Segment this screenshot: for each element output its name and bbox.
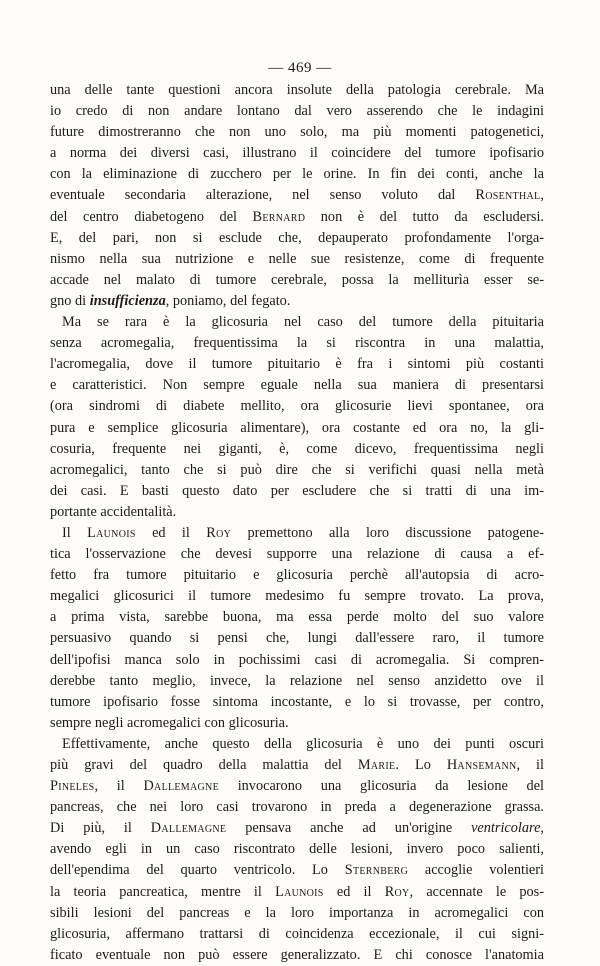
text-run: Effettivamente, anche questo della glicosuria è uno dei punti oscuri [62,735,544,752]
text-run: eventuale secondaria alterazione, nel senso voluto dal [50,187,476,204]
text-run: a norma dei diversi casi, illustrano il coincidere del tumore ipofisario [50,145,544,162]
text-line [50,460,544,481]
text-run: invocarono una glicosuria da lesione del [218,778,544,795]
text-run: , accennate le pos- [409,883,544,900]
author-name: Sternberg [344,862,409,879]
text-line [50,586,544,607]
text-run: future dimostreranno che non uno solo, ma più momenti patogenetici, [50,124,544,141]
text-run: pura e semplice glicosuria alimentare), ora costante ed ora no, la gli- [50,419,544,436]
text-line [50,354,544,375]
text-run: derebbe tanto meglio, invece, la relazione nel senso anzidetto ove il [50,672,544,689]
author-name: Pineles [50,778,95,795]
text-run: gno di [50,292,90,309]
text-run: glicosuria, affermano trattarsi di coincidenza eccezionale, il cui signi- [50,925,544,942]
author-name: Rosenthal [475,187,541,204]
text-line [50,333,544,354]
text-run: Di più, il [50,820,151,837]
text-line [50,565,544,586]
text-run: , il [516,757,544,773]
text-run: una delle tante questioni ancora insolute della patologia cerebrale. Ma [50,82,544,98]
text-line [50,143,544,164]
text-run: l'acromegalia, dove il tumore pituitario è fra i sintomi più costanti [50,356,544,373]
text-run: fetto fra tumore pituitario e glicosuria perchè all'autopsia di acro- [50,567,544,584]
author-name: Launois [87,524,136,541]
text-run: e caratteristici. Non sempre eguale nella sua maniera di presentarsi [50,377,544,394]
text-line [50,101,544,122]
text-line [50,375,544,396]
text-run: sempre negli acromegalici con glicosuria. [50,714,289,731]
text-run: più gravi del quadro della malattia del [50,757,358,773]
text-line [50,502,544,523]
text-line [50,860,544,881]
text-run: senza acromegalia, frequentissima la si riscontra in una malattia, [50,335,544,352]
text-run: megalici glicosurici il tumore medesimo fu sempre trovato. La prova, [50,588,544,605]
text-run: , poniamo, del fegato. [165,292,291,309]
text-run: tica l'osservazione che devesi supporre una relazione di causa a ef- [50,546,544,563]
text-line [50,607,544,628]
text-run: accoglie volentieri [408,862,544,879]
text-run: a prima vista, sarebbe buona, ma essa perde molto del suo valore [50,609,544,626]
text-run: sibili lesioni del pancreas e la loro importanza in acromegalici con [50,904,544,921]
text-line [50,122,544,143]
body-text [50,80,544,966]
text-run: avendo egli in un caso riscontrato delle lesioni, invero poco salienti, [50,841,544,858]
text-line [50,776,544,797]
text-run: ed il [135,524,207,541]
text-run: del centro diabetogeno del [50,208,253,225]
text-run: dell'ependima del quarto ventricolo. Lo [50,862,345,879]
text-line [50,945,544,966]
text-line [50,249,544,270]
emphasis-text: insufficienza [89,292,166,309]
text-run: ed il [323,883,385,900]
text-line [50,312,544,333]
author-name: Bernard [252,208,306,225]
author-name: Hansemann [446,757,517,773]
page-number: — 469 — [268,60,332,76]
text-run: dei casi. E basti questo dato per escludere che si tratti di una im- [50,482,544,499]
text-run: acromegalici, tanto che si può dire che si verifichi quasi nella metà [50,461,544,478]
text-run: premettono alla loro discussione patogene- [231,524,544,541]
text-run: nismo nella sua nutrizione e nelle sue resistenze, come di frequente [50,250,544,267]
text-run: , il [94,778,144,795]
author-name: Roy [206,524,232,541]
text-line [50,481,544,502]
text-run: pensava anche ad un'origine [226,820,472,837]
text-line [50,207,544,228]
text-run: . Lo [395,757,447,773]
text-run: Ma se rara è la glicosuria nel caso del tumore della pituitaria [62,314,544,331]
text-line [50,439,544,460]
text-line [50,692,544,713]
text-line [50,713,544,734]
text-run: cosuria, frequente nei giganti, è, come dicevo, frequentissima negli [50,440,544,457]
text-line [50,882,544,903]
text-line [50,270,544,291]
text-run: tumore ipofisario fosse sintoma incostante, e lo si trovasse, per contro, [50,693,544,710]
author-name: Dallemagne [143,778,219,795]
text-line [50,924,544,945]
text-line [50,671,544,692]
text-line [50,396,544,417]
text-run: E, del pari, non si esclude che, depauperato profondamente l'orga- [50,229,544,246]
text-line [50,734,544,755]
text-line [50,797,544,818]
text-run: (ora sindromi di diabete mellito, ora glicosurie lievi spontanee, ora [50,398,544,415]
text-run: , [540,187,544,204]
author-name: Roy [384,883,410,900]
text-run: io credo di non andare lontano dal vero asserendo che le indagini [50,103,544,120]
text-run: portante accidentalità. [50,503,177,520]
text-line [50,755,544,776]
text-line [50,80,544,101]
author-name: Marie [357,757,396,773]
text-line [50,839,544,860]
text-line [50,544,544,565]
text-line [50,523,544,544]
text-run: non è del tutto da escludersi. [305,208,544,225]
emphasis-text: ventricolare [471,820,541,837]
text-line [50,650,544,671]
author-name: Dallemagne [150,820,227,837]
text-run: ficato eventuale non può essere generalizzato. E chi conosce l'anatomia [50,946,544,963]
author-name: Launois [275,883,324,900]
text-run: Il [62,524,88,541]
text-line [50,418,544,439]
text-line [50,628,544,649]
text-line [50,164,544,185]
text-run: dell'ipofisi manca solo in pochissimi casi di acromegalia. Si compren- [50,651,544,668]
text-run: con la eliminazione di zucchero per le orine. In fin dei conti, anche la [50,166,544,183]
text-line [50,228,544,249]
text-run: accade nel malato di tumore cerebrale, possa la melliturìa esser se- [50,271,544,288]
text-line [50,185,544,206]
text-run: la teoria pancreatica, mentre il [50,883,276,900]
text-line [50,291,544,312]
text-line [50,818,544,839]
text-run: persuasivo quando si pensi che, lungi dall'essere raro, il tumore [50,630,544,647]
text-run: , [540,820,544,837]
text-line [50,903,544,924]
text-run: pancreas, che nei loro casi trovarono in preda a degenerazione grassa. [50,799,544,816]
